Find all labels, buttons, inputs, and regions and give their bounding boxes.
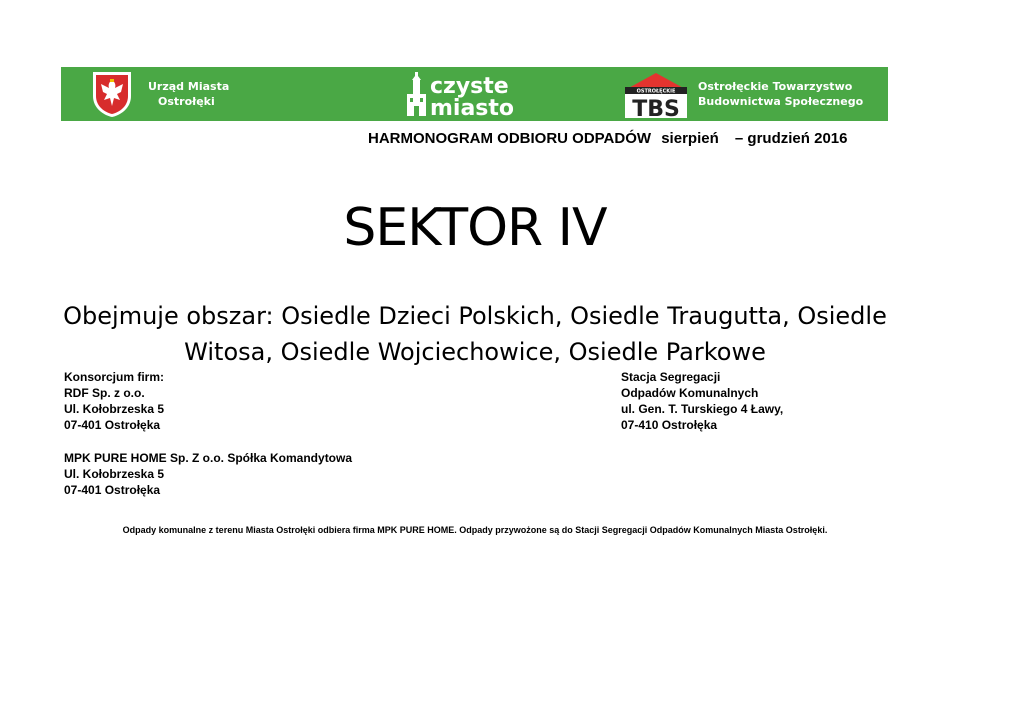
consortium-name: RDF Sp. z o.o.: [64, 386, 145, 400]
station-line2: Odpadów Komunalnych: [621, 386, 759, 400]
station-city: 07-410 Ostrołęka: [621, 418, 718, 432]
schedule-heading: [368, 130, 847, 147]
town-hall-icon: [407, 72, 426, 116]
consortium-label: Konsorcjum firm:: [64, 370, 165, 384]
tbs-line1: Ostrołęckie Towarzystwo: [698, 80, 853, 93]
consortium-block: [64, 369, 164, 433]
consortium-city: 07-401 Ostrołęka: [64, 418, 161, 432]
tbs-logo: [621, 70, 691, 120]
schedule-period-end: – grudzień 2016: [734, 130, 848, 147]
header-banner: [61, 67, 888, 121]
station-street: ul. Gen. T. Turskiego 4 Ławy,: [621, 402, 784, 416]
station-block: [621, 369, 783, 433]
consortium-street: Ul. Kołobrzeska 5: [64, 402, 165, 416]
area-description: [60, 298, 890, 370]
tbs-line2: Budownictwa Społecznego: [698, 95, 864, 108]
crest-icon: [91, 70, 133, 118]
urzad-line2: Ostrołęki: [158, 95, 215, 108]
miasto-word: miasto: [430, 96, 514, 120]
czyste-word: czyste: [430, 74, 509, 99]
czyste-miasto-logo: [404, 68, 514, 120]
mpk-block: [64, 450, 352, 498]
tbs-logo-text: [698, 79, 863, 109]
footer-note: Odpady komunalne z terenu Miasta Ostrołęki odbiera firma MPK PURE HOME. Odpady przywożone są do Stacji Segregacji Odpadów Komunalnych Miasta Ostrołęki.: [122, 525, 828, 535]
sector-title: SEKTOR IV: [343, 198, 607, 258]
schedule-period-start: sierpień: [661, 130, 719, 147]
tbs-letters: TBS: [632, 97, 680, 120]
station-line1: Stacja Segregacji: [621, 370, 721, 384]
urzad-miasta-logo-text: [148, 79, 229, 109]
schedule-title: HARMONOGRAM ODBIORU ODPADÓW: [368, 130, 652, 147]
area-line1: Obejmuje obszar: Osiedle Dzieci Polskich, Osiedle Traugutta, Osiedle: [63, 302, 887, 330]
tbs-badge: OSTROŁĘCKIE: [636, 88, 676, 95]
mpk-street: Ul. Kołobrzeska 5: [64, 467, 165, 481]
mpk-city: 07-401 Ostrołęka: [64, 483, 161, 497]
area-line2: Witosa, Osiedle Wojciechowice, Osiedle Parkowe: [184, 338, 766, 366]
mpk-name: MPK PURE HOME Sp. Z o.o. Spółka Komandytowa: [64, 451, 353, 465]
urzad-line1: Urząd Miasta: [148, 80, 230, 93]
